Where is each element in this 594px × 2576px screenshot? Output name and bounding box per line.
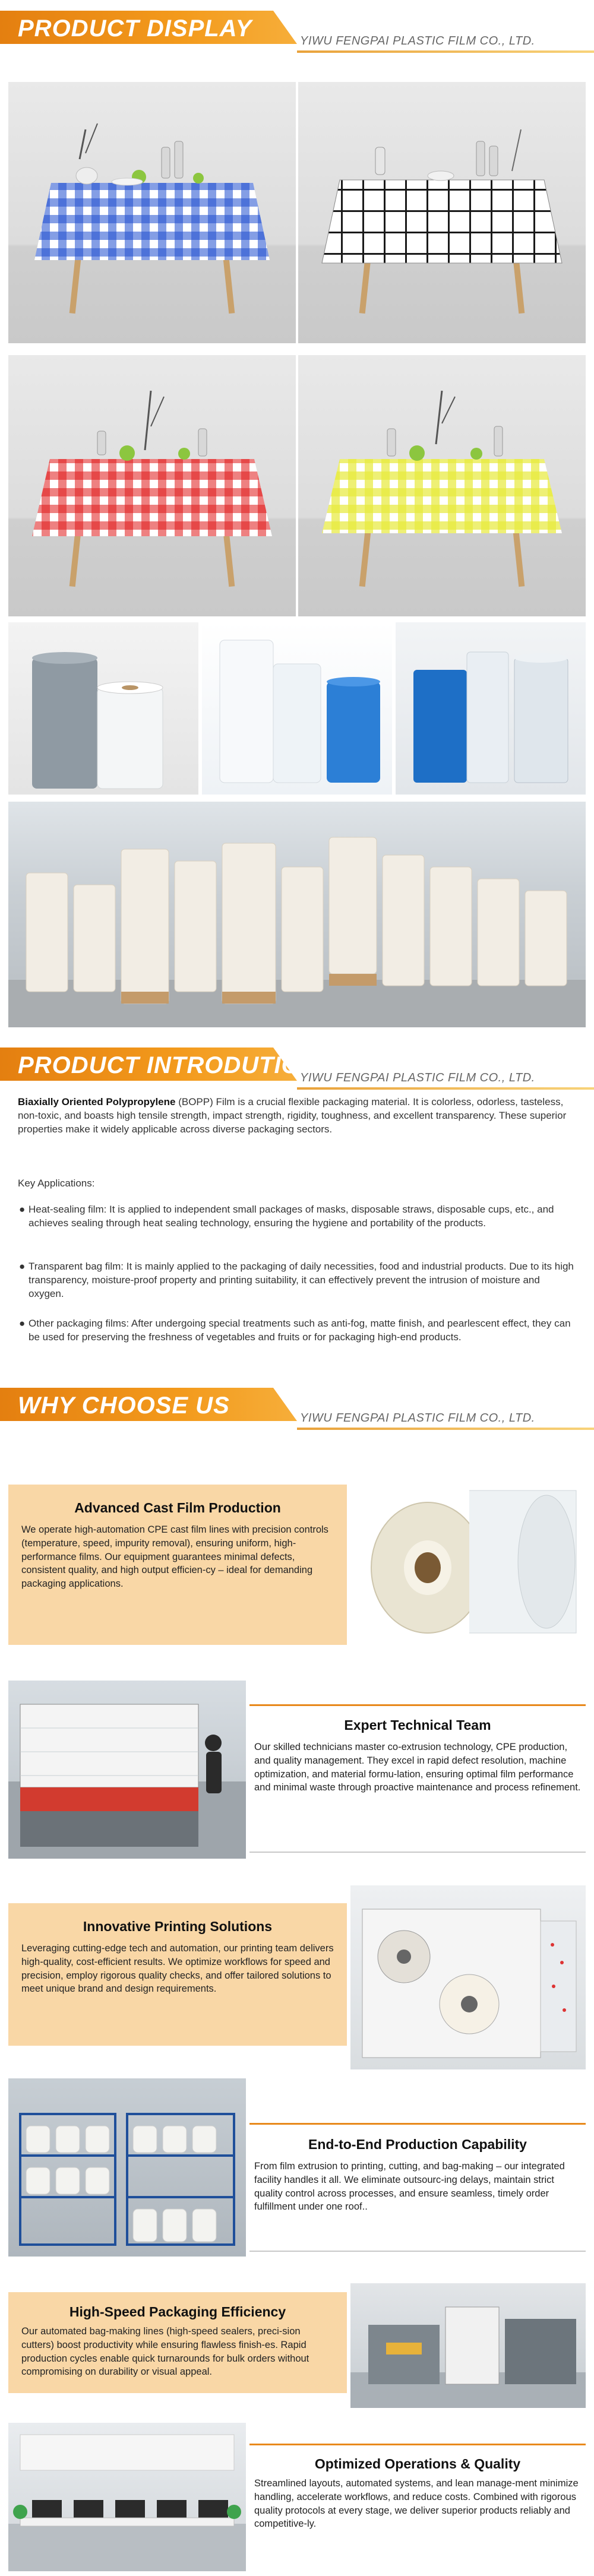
application-bullet [18,1260,576,1301]
grey-film-rolls-photo [8,622,198,795]
feature-card [8,2292,347,2393]
feature-title: Optimized Operations & Quality [314,2456,521,2471]
product-display-header [0,4,594,57]
key-applications-label: Key Applications: [18,1178,95,1189]
warehouse-rolls-photo [8,802,586,1027]
feature-text: From film extrusion to printing, cutting, and bag-making – our integrated facility handles it all. We eliminate outsourc-ing delays, maintain strict quality control across processes, and ensure seamless, timely order fulfillment under one roof.. [254,2161,565,2213]
feature-divider [249,2251,586,2252]
printing-machine-photo [350,1885,586,2069]
feature-card [249,2451,586,2536]
feature-text: Streamlined layouts, automated systems, and lean manage-ment minimize handling, accelerate workflows, and reduce costs. Combined with rigorous quality protocols at every stage, we deliver superior products reliably and competitive-ly. [254,2478,579,2530]
cast-film-roll-photo [350,1455,586,1651]
feature-divider [249,1852,586,1853]
header-rule [297,1087,594,1090]
office-illustration [8,2423,246,2571]
company-name: YIWU FENGPAI PLASTIC FILM CO., LTD. [300,1071,535,1084]
feature-text: Leveraging cutting-edge tech and automation, our printing team delivers high-quality, cost-efficient results. We optimize workflows for speed and precision, employ rigorous quality checks, and offer tailored solutions to meet unique brand and design requirements. [21,1943,334,1995]
black-grid-tablecloth-photo [298,82,586,343]
feature-title: Expert Technical Team [344,1717,491,1733]
feature-rule [249,2444,586,2445]
technician-machine-photo [8,1681,246,1859]
section-title: PRODUCT DISPLAY [18,15,252,42]
bullet-text: Heat-sealing film: It is applied to independent small packages of masks, disposable straws, disposable cups, etc., and achieves sealing through heat sealing technology, ensuring the hygiene and portability of the products. [29,1204,554,1229]
feature-title: End-to-End Production Capability [308,2137,527,2152]
feature-text: Our automated bag-making lines (high-speed sealers, preci-sion cutters) boost productivity while ensuring flawless finish-es. Rapid production cycles enable quick turnarounds for bulk orders without compromising on durability or visual appeal. [21,2326,309,2378]
blue-gingham-tablecloth-photo [8,82,296,343]
section-title: WHY CHOOSE US [18,1393,230,1419]
tablecloth-illustration [298,82,586,343]
red-gingham-tablecloth-photo [8,355,296,616]
feature-rule [249,2123,586,2125]
application-bullet [18,1203,576,1230]
header-rule [297,50,594,53]
company-name: YIWU FENGPAI PLASTIC FILM CO., LTD. [300,34,535,48]
yellow-gingham-tablecloth-photo [298,355,586,616]
tablecloth-illustration [8,355,296,616]
company-name: YIWU FENGPAI PLASTIC FILM CO., LTD. [300,1412,535,1425]
printer-illustration [350,1885,586,2069]
film-roll-illustration [396,622,586,795]
intro-lead-bold: Biaxially Oriented Polypropylene [18,1096,176,1107]
intro-lead-text: (BOPP) Film is a crucial flexible packaging material. It is colorless, odorless, tasteless, non-toxic, and boasts high tensile strength, impact strength, rigidity, toughness, and excellent transparency. These superior properties make it widely applicable across diverse packaging sectors. [18,1096,567,1135]
film-roll-illustration [350,1455,586,1651]
bullet-dot-icon: ● [19,1318,26,1329]
feature-title: High-Speed Packaging Efficiency [69,2304,286,2319]
machine-illustration [350,2283,586,2408]
feature-text: We operate high-automation CPE cast film lines with precision controls (temperature, speed, impurity removal), ensuring uniform, high-performance films. Our equipment guarantees minimal defects, consistent quality, and high output efficien-cy – ideal for demanding packaging applications. [21,1524,328,1590]
production-floor-photo [8,2078,246,2257]
feature-card [249,1711,586,1800]
section-title: PRODUCT INTRODUTION [18,1052,318,1078]
feature-rule [249,1704,586,1706]
bullet-dot-icon: ● [19,1204,26,1215]
warehouse-illustration [8,2078,246,2257]
film-roll-illustration [202,622,392,795]
intro-paragraph [18,1096,576,1137]
feature-text: Our skilled technicians master co-extrusion technology, CPE production, and quality management. They excel in rapid defect resolution, machine optimization, and material formu-lation, ensuring optimal film performance and minimal waste through proactive maintenance and process refinement. [254,1742,581,1793]
office-photo [8,2423,246,2571]
blue-film-rolls-photo [202,622,392,795]
warehouse-illustration [8,802,586,1027]
feature-title: Advanced Cast Film Production [74,1500,281,1515]
bullet-text: Other packaging films: After undergoing special treatments such as anti-fog, matte finish, and pearlescent effect, they can be used for preserving the freshness of vegetables and fruits or for packaging high-end products. [29,1318,571,1343]
feature-title: Innovative Printing Solutions [83,1919,273,1934]
film-roll-illustration [8,622,198,795]
header-rule [297,1428,594,1430]
why-choose-us-header [0,1381,594,1434]
feature-card [8,1903,347,2046]
machine-illustration [8,1681,246,1859]
product-introduction-header [0,1040,594,1094]
bag-making-line-photo [350,2283,586,2408]
tablecloth-illustration [8,82,296,343]
application-bullet [18,1317,576,1344]
blue-and-clear-rolls-photo [396,622,586,795]
feature-card [249,2131,586,2220]
bullet-dot-icon: ● [19,1261,26,1272]
bullet-text: Transparent bag film: It is mainly applied to the packaging of daily necessities, food and industrial products. Due to its high transparency, moisture-proof property and printing suitability, it can effectively prevent the intrusion of moisture and oxygen. [29,1261,574,1299]
tablecloth-illustration [298,355,586,616]
feature-card [8,1485,347,1645]
